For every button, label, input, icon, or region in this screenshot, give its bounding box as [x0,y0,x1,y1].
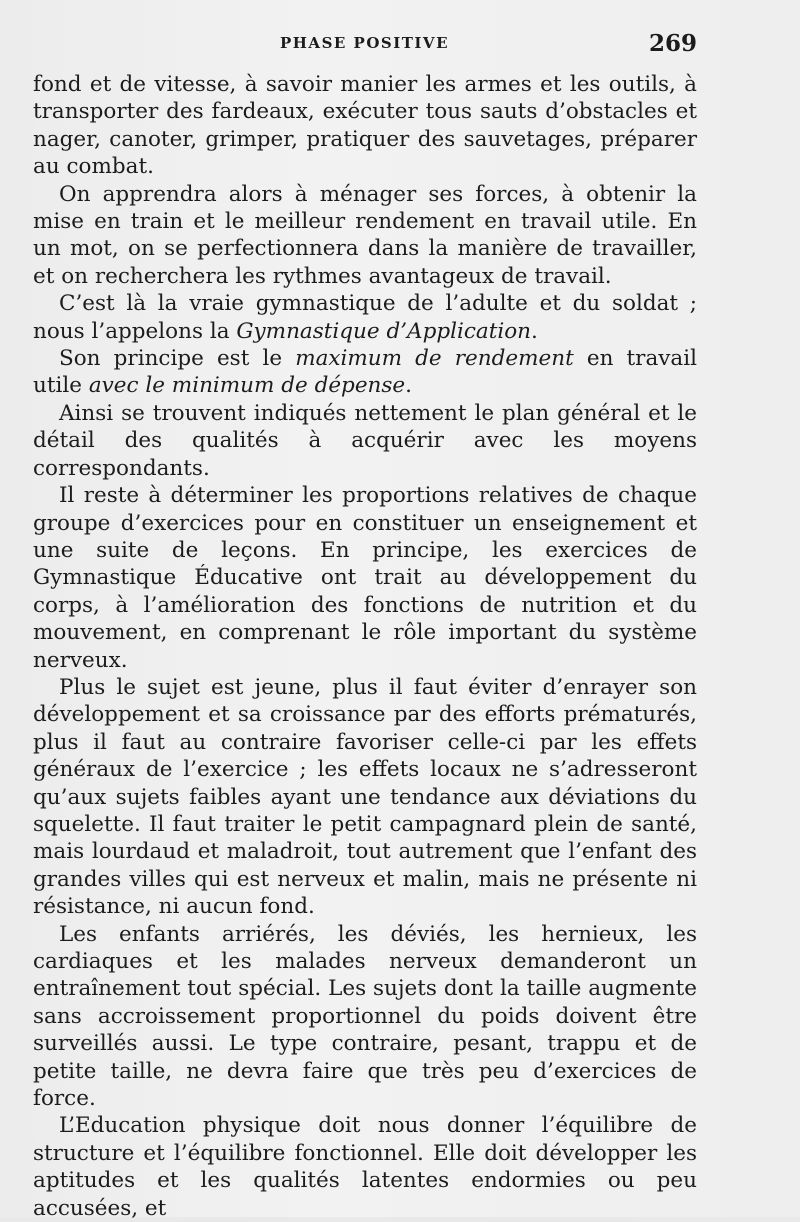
text-run: en travail utile [33,346,697,399]
page-header [32,30,697,58]
paragraph [33,1112,697,1222]
text-run: On apprendra alors à ménager ses forces, à obtenir la mise en train et le meilleur rendement en travail utile. En un mot, on se perfectionnera dans la manière de travailler, et on recherchera les rythmes avantageux de travail. [33,181,697,289]
text-run: . [531,318,538,344]
paragraph [33,674,697,921]
text-run: Il reste à déterminer les proportions relatives de chaque groupe d’exercices pour en constituer un enseignement et une suite de leçons. En principe, les exercices de Gymnastique Éducative ont trait au développement du corps, à l’amélioration des fonctions de nutrition et du mouvement, en comprenant le rôle important du système nerveux. [33,483,697,673]
body-text [33,71,697,1222]
text-run: Son principe est le [59,346,296,372]
text-run: . [405,373,412,399]
text-run: fond et de vitesse, à savoir manier les armes et les outils, à transporter des fardeaux, exécuter tous sauts d’obstacles et nager, canoter, grimper, pratiquer des sauvetages, préparer au combat. [33,72,697,180]
paragraph [33,400,697,482]
paragraph [33,181,697,291]
paragraph [33,71,697,181]
italic-text: maximum de rendement [295,346,574,372]
text-run: L’Education physique doit nous donner l’équilibre de structure et l’équilibre fonctionnel. Elle doit développer les aptitudes et les qualités latentes endormies ou peu accusées, et [33,1113,697,1221]
running-title: PHASE POSITIVE [279,34,450,52]
paragraph [33,482,697,674]
paragraph [33,345,697,400]
italic-text: Gymnastique d’Application [236,318,532,344]
text-run: Les enfants arriérés, les déviés, les hernieux, les cardiaques et les malades nerveux demanderont un entraînement tout spécial. Les sujets dont la taille augmente sans accroissement proportionnel du poids doivent être surveillés aussi. Le type contraire, pesant, trappu et de petite taille, ne devra faire que très peu d’exercices de force. [33,921,697,1112]
page-number: 269 [648,30,697,57]
text-run: Plus le sujet est jeune, plus il faut éviter d’enrayer son développement et sa croissance par des efforts prématurés, plus il faut au contraire favoriser celle-ci par les effets généraux de l’exercice ; les effets locaux ne s’adresseront qu’aux sujets faibles ayant une tendance aux déviations du squelette. Il faut traiter le petit campagnard plein de santé, mais lourdaud et maladroit, tout autrement que l’enfant des grandes villes qui est nerveux et malin, mais ne présente ni résistance, ni aucun fond. [33,674,697,920]
paragraph [33,921,697,1113]
text-run: C’est là la vraie gymnastique de l’adulte et du soldat ; nous l’appelons la [33,291,697,344]
italic-text: avec le minimum de dépense [88,373,406,399]
text-run: Ainsi se trouvent indiqués nettement le plan général et le détail des qualités à acquérir avec les moyens correspondants. [33,400,697,481]
paragraph [33,290,697,345]
